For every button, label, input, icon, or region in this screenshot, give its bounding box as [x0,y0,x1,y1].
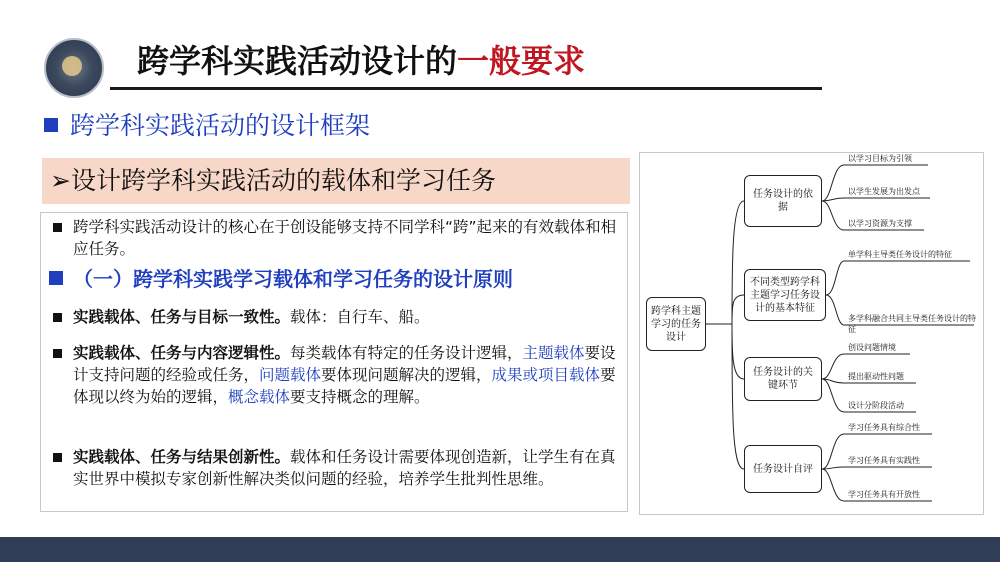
bullet-consistency-rest: 载体：自行车、船。 [290,308,430,326]
diagram-branch-key-steps: 任务设计的关键环节 [744,357,822,401]
diagram-leaf: 学习任务具有开放性 [848,490,920,499]
principle-heading-text: （一）跨学科实践学习载体和学习任务的设计原则 [73,267,513,291]
bullet-logic-e: 要体现问题解决的逻辑， [321,366,492,384]
bullet-icon [53,223,62,232]
task-design-diagram [639,152,984,515]
section-heading [44,108,370,144]
content-box [40,212,628,512]
term-topic-carrier: 主题载体 [522,344,585,362]
diagram-leaf: 提出驱动性问题 [848,372,904,381]
diagram-root-node: 跨学科主题学习的任务设计 [646,297,706,351]
diagram-branch-basis: 任务设计的依据 [744,175,822,227]
bullet-consistency-strong: 实践载体、任务与目标一致性。 [73,308,291,326]
bullet-logic-c: 要设计支持问题的经验或任务， [73,344,616,384]
page-title [137,38,585,84]
bullet-innovation-strong: 实践载体、任务与结果创新性。 [73,448,291,466]
diagram-leaf: 多学科融合共同主导类任务设计的特征 [848,314,976,334]
diagram-leaf: 学习任务具有综合性 [848,423,920,432]
intro-text: 跨学科实践活动设计的核心在于创设能够支持不同学科“跨”起来的有效载体和相应任务。 [73,218,617,258]
diagram-leaf: 设计分阶段活动 [848,401,904,410]
bullet-consistency [73,306,621,328]
square-bullet-icon [44,118,58,132]
bullet-logic [73,342,621,408]
term-problem-carrier: 问题载体 [259,366,322,384]
square-bullet-icon [49,271,63,285]
subheading-label: ➢设计跨学科实践活动的载体和学习任务 [50,166,496,195]
bullet-logic-a: 每类载体有特定的任务设计逻辑， [290,344,523,362]
footer-bar [0,537,1000,562]
diagram-leaf: 以学习目标为引领 [848,154,912,163]
bullet-icon [53,453,62,462]
principle-heading [49,263,513,292]
diagram-leaf: 以学生发展为出发点 [848,187,920,196]
bullet-innovation [73,446,621,490]
diagram-branch-features: 不同类型跨学科主题学习任务设计的基本特征 [744,269,826,321]
diagram-leaf: 创设问题情境 [848,343,896,352]
bullet-logic-strong: 实践载体、任务与内容逻辑性。 [73,344,291,362]
title-main: 跨学科实践活动设计的 [137,42,458,80]
diagram-branch-self-eval: 任务设计自评 [744,445,822,493]
term-concept-carrier: 概念载体 [228,388,291,406]
bullet-icon [53,349,62,358]
school-logo [44,38,104,98]
title-divider [110,87,822,90]
subheading-banner [42,158,630,204]
diagram-leaf: 单学科主导类任务设计的特征 [848,250,952,259]
diagram-leaf: 以学习资源为支撑 [848,219,912,228]
title-accent: 一般要求 [457,42,586,80]
diagram-leaf: 学习任务具有实践性 [848,456,920,465]
bullet-innovation-rest: 载体和任务设计需要体现创造新，让学生有在真实世界中模拟专家创新性解决类似问题的经验，培养学生批判性思维。 [73,448,616,488]
section-title: 跨学科实践活动的设计框架 [70,111,371,140]
bullet-logic-i: 要支持概念的理解。 [290,388,430,406]
bullet-icon [53,313,62,322]
term-outcome-carrier: 成果或项目载体 [491,366,601,384]
bullet-logic-g: 要体现以终为始的逻辑， [73,366,616,406]
